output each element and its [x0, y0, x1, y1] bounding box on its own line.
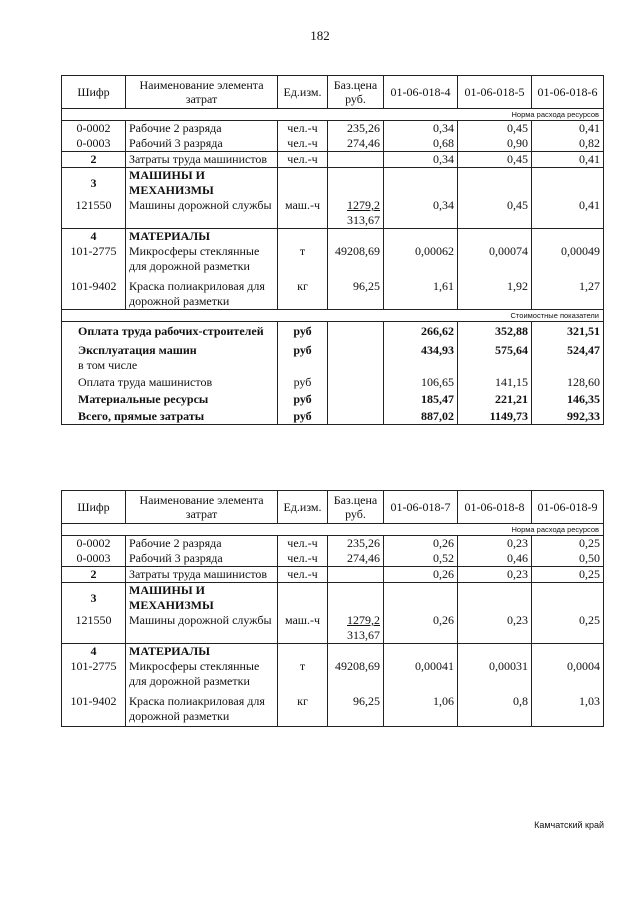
section-row-norm — [62, 109, 604, 121]
row-value: 0,00031 — [458, 659, 532, 689]
row-value: 0,45 — [458, 152, 532, 168]
row-value: 0,90 — [458, 136, 532, 152]
row-price: 96,25 — [328, 274, 384, 310]
table-header-row — [62, 491, 604, 524]
summary-unit: руб — [278, 407, 328, 425]
section-row-norm — [62, 524, 604, 536]
row-price — [328, 567, 384, 583]
price-machine: 1279,2 — [347, 613, 380, 627]
table-row — [62, 551, 604, 567]
resource-table-1 — [61, 75, 604, 425]
table-row — [62, 152, 604, 168]
row-unit: чел.-ч — [278, 121, 328, 137]
summary-row — [62, 390, 604, 407]
price-operator: 313,67 — [347, 213, 380, 227]
row-unit: т — [278, 244, 328, 274]
header-price: Баз.цена руб. — [328, 491, 384, 524]
table-header-row — [62, 76, 604, 109]
summary-value: 141,15 — [458, 373, 532, 390]
table-row — [62, 659, 604, 689]
header-name: Наименование элемента затрат — [126, 491, 278, 524]
row-value: 0,46 — [458, 551, 532, 567]
section-row-cost — [62, 310, 604, 322]
summary-unit: руб — [278, 373, 328, 390]
row-value: 0,50 — [532, 551, 604, 567]
row-price: 49208,69 — [328, 659, 384, 689]
row-value: 0,23 — [458, 567, 532, 583]
row-code: 2 — [62, 152, 126, 168]
summary-value: 128,60 — [532, 373, 604, 390]
row-value: 0,00062 — [384, 244, 458, 274]
header-col-2: 01-06-018-8 — [458, 491, 532, 524]
table-row — [62, 613, 604, 644]
summary-value: 266,62 — [384, 322, 458, 340]
summary-value: 352,88 — [458, 322, 532, 340]
row-value: 0,68 — [384, 136, 458, 152]
section-label: Норма расхода ресурсов — [62, 524, 604, 536]
header-code: Шифр — [62, 491, 126, 524]
row-value: 0,45 — [458, 198, 532, 229]
summary-value: 887,02 — [384, 407, 458, 425]
summary-row — [62, 407, 604, 425]
row-name: Рабочие 2 разряда — [126, 121, 278, 137]
row-name: МАТЕРИАЛЫ — [126, 229, 278, 245]
row-value: 0,00049 — [532, 244, 604, 274]
row-value: 0,00041 — [384, 659, 458, 689]
row-value: 0,45 — [458, 121, 532, 137]
summary-name: Материальные ресурсы — [62, 390, 278, 407]
summary-value: 524,47 — [532, 339, 604, 373]
row-value: 0,25 — [532, 536, 604, 552]
row-name: МАШИНЫ И МЕХАНИЗМЫ — [126, 168, 278, 199]
header-col-1: 01-06-018-7 — [384, 491, 458, 524]
row-unit: кг — [278, 274, 328, 310]
header-col-1: 01-06-018-4 — [384, 76, 458, 109]
row-value: 0,23 — [458, 536, 532, 552]
row-unit: чел.-ч — [278, 551, 328, 567]
summary-value: 221,21 — [458, 390, 532, 407]
row-value: 0,23 — [458, 613, 532, 644]
row-name: Краска полиакриловая для дорожной разметки — [126, 689, 278, 727]
row-name: Микросферы стеклянные для дорожной разметки — [126, 659, 278, 689]
header-name: Наименование элемента затрат — [126, 76, 278, 109]
row-code: 0-0002 — [62, 121, 126, 137]
row-value: 1,06 — [384, 689, 458, 727]
row-code: 0-0003 — [62, 136, 126, 152]
summary-value: 321,51 — [532, 322, 604, 340]
row-value: 0,41 — [532, 152, 604, 168]
row-name: Затраты труда машинистов — [126, 567, 278, 583]
row-price: 274,46 — [328, 136, 384, 152]
row-name: Рабочий 3 разряда — [126, 136, 278, 152]
table-row — [62, 168, 604, 199]
row-price: 235,26 — [328, 536, 384, 552]
summary-row — [62, 339, 604, 373]
summary-name: Оплата труда рабочих-строителей — [62, 322, 278, 340]
row-value: 0,00074 — [458, 244, 532, 274]
summary-unit: руб — [278, 390, 328, 407]
row-name: Затраты труда машинистов — [126, 152, 278, 168]
resource-table-2 — [61, 490, 604, 727]
summary-row — [62, 322, 604, 340]
header-code: Шифр — [62, 76, 126, 109]
row-code: 3 — [62, 168, 126, 199]
row-unit: кг — [278, 689, 328, 727]
row-unit: маш.-ч — [278, 613, 328, 644]
summary-name: Эксплуатация машин в том числе — [62, 339, 278, 373]
row-code: 0-0003 — [62, 551, 126, 567]
header-price: Баз.цена руб. — [328, 76, 384, 109]
row-code: 3 — [62, 583, 126, 614]
summary-value: 106,65 — [384, 373, 458, 390]
row-value: 0,34 — [384, 121, 458, 137]
row-value: 0,82 — [532, 136, 604, 152]
section-label: Норма расхода ресурсов — [62, 109, 604, 121]
row-code: 101-9402 — [62, 689, 126, 727]
summary-name: Оплата труда машинистов — [62, 373, 278, 390]
row-name: МАШИНЫ И МЕХАНИЗМЫ — [126, 583, 278, 614]
row-value: 0,8 — [458, 689, 532, 727]
summary-value: 185,47 — [384, 390, 458, 407]
table-row — [62, 536, 604, 552]
row-name: Рабочие 2 разряда — [126, 536, 278, 552]
summary-row — [62, 373, 604, 390]
row-unit: маш.-ч — [278, 198, 328, 229]
price-operator: 313,67 — [347, 628, 380, 642]
summary-value: 434,93 — [384, 339, 458, 373]
row-value: 1,92 — [458, 274, 532, 310]
row-price: 274,46 — [328, 551, 384, 567]
summary-unit: руб — [278, 339, 328, 373]
row-code: 4 — [62, 644, 126, 660]
row-code: 0-0002 — [62, 536, 126, 552]
table-row — [62, 121, 604, 137]
table-row — [62, 244, 604, 274]
row-price: 235,26 — [328, 121, 384, 137]
row-name: Машины дорожной службы — [126, 613, 278, 644]
row-code: 2 — [62, 567, 126, 583]
row-value: 0,34 — [384, 198, 458, 229]
row-name: МАТЕРИАЛЫ — [126, 644, 278, 660]
row-unit: чел.-ч — [278, 152, 328, 168]
row-value: 1,27 — [532, 274, 604, 310]
table-row — [62, 229, 604, 245]
row-value: 0,0004 — [532, 659, 604, 689]
row-value: 0,41 — [532, 121, 604, 137]
summary-value: 1149,73 — [458, 407, 532, 425]
row-value: 0,25 — [532, 567, 604, 583]
row-name: Краска полиакриловая для дорожной разметки — [126, 274, 278, 310]
row-price — [328, 198, 384, 229]
row-value: 0,34 — [384, 152, 458, 168]
summary-unit: руб — [278, 322, 328, 340]
row-name: Машины дорожной службы — [126, 198, 278, 229]
header-unit: Ед.изм. — [278, 491, 328, 524]
row-value: 1,03 — [532, 689, 604, 727]
header-unit: Ед.изм. — [278, 76, 328, 109]
table-row — [62, 136, 604, 152]
row-code: 101-2775 — [62, 244, 126, 274]
row-unit: чел.-ч — [278, 136, 328, 152]
row-price: 49208,69 — [328, 244, 384, 274]
row-unit: чел.-ч — [278, 567, 328, 583]
row-value: 0,26 — [384, 567, 458, 583]
table-row — [62, 689, 604, 727]
summary-value: 992,33 — [532, 407, 604, 425]
summary-value: 146,35 — [532, 390, 604, 407]
table-row — [62, 567, 604, 583]
table-row — [62, 274, 604, 310]
row-value: 0,52 — [384, 551, 458, 567]
header-col-3: 01-06-018-6 — [532, 76, 604, 109]
section-label: Стоимостные показатели — [62, 310, 604, 322]
row-code: 121550 — [62, 613, 126, 644]
row-name: Микросферы стеклянные для дорожной разметки — [126, 244, 278, 274]
row-price — [328, 152, 384, 168]
row-value: 0,26 — [384, 613, 458, 644]
summary-name: Всего, прямые затраты — [62, 407, 278, 425]
row-code: 4 — [62, 229, 126, 245]
row-code: 101-9402 — [62, 274, 126, 310]
row-unit: т — [278, 659, 328, 689]
summary-value: 575,64 — [458, 339, 532, 373]
page-number: 182 — [310, 28, 330, 43]
row-price — [328, 613, 384, 644]
row-code: 121550 — [62, 198, 126, 229]
row-price: 96,25 — [328, 689, 384, 727]
table-row — [62, 644, 604, 660]
table-row — [62, 583, 604, 614]
header-col-2: 01-06-018-5 — [458, 76, 532, 109]
row-value: 0,41 — [532, 198, 604, 229]
row-value: 0,25 — [532, 613, 604, 644]
summary-sub: в том числе — [78, 358, 138, 372]
header-col-3: 01-06-018-9 — [532, 491, 604, 524]
row-code: 101-2775 — [62, 659, 126, 689]
region-footer: Камчатский край — [534, 820, 604, 830]
table-row — [62, 198, 604, 229]
row-unit: чел.-ч — [278, 536, 328, 552]
price-machine: 1279,2 — [347, 198, 380, 212]
row-name: Рабочий 3 разряда — [126, 551, 278, 567]
row-value: 0,26 — [384, 536, 458, 552]
row-value: 1,61 — [384, 274, 458, 310]
